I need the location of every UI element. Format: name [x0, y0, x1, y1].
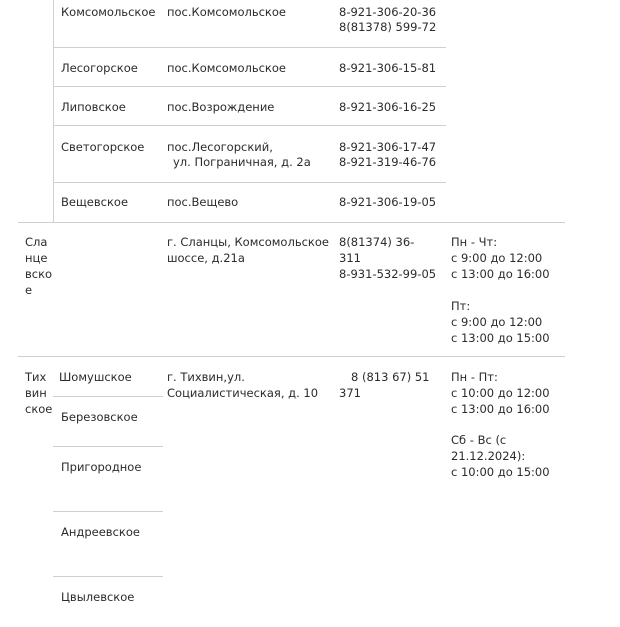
- address: пос.Вещево: [167, 195, 239, 209]
- working-hours: с 10:00 до 15:00: [451, 465, 550, 479]
- address: Социалистическая, д. 10: [167, 386, 319, 400]
- group-divider: [18, 222, 565, 223]
- working-hours: с 9:00 до 12:00: [451, 315, 543, 329]
- settlement-name: Пригородное: [61, 460, 142, 474]
- address: ул. Пограничная, д. 2а: [173, 155, 311, 169]
- phone: 8(81378) 599-72: [339, 20, 437, 34]
- address: г. Сланцы, Комсомольское: [167, 235, 329, 249]
- address: пос.Возрождение: [167, 100, 275, 114]
- working-hours: с 10:00 до 12:00: [451, 386, 550, 400]
- phone: 8-921-306-15-81: [339, 61, 437, 75]
- row-divider: [53, 576, 163, 577]
- district-name: е: [25, 283, 33, 297]
- address: шоссе, д.21а: [167, 251, 245, 265]
- row-divider: [53, 511, 163, 512]
- district-name: нце: [25, 251, 48, 265]
- district-name: вско: [25, 267, 53, 281]
- working-hours: с 13:00 до 16:00: [451, 402, 550, 416]
- phone: 8-921-306-17-47: [339, 140, 437, 154]
- phone: 8-921-319-46-76: [339, 155, 437, 169]
- working-hours: с 9:00 до 12:00: [451, 251, 543, 265]
- settlement-name: Березовское: [61, 410, 138, 424]
- column-divider: [53, 0, 54, 222]
- working-hours: Пт:: [451, 299, 471, 313]
- settlement-name: Цвылевское: [61, 590, 135, 604]
- row-divider: [53, 446, 163, 447]
- working-hours: 21.12.2024):: [451, 449, 526, 463]
- working-hours: Пн - Пт:: [451, 370, 498, 384]
- settlement-name: Комсомольское: [61, 5, 156, 19]
- row-divider: [53, 86, 446, 87]
- phone: 8-921-306-19-05: [339, 195, 437, 209]
- address: пос.Комсомольское: [167, 5, 286, 19]
- district-name: Сла: [25, 235, 48, 249]
- row-divider: [53, 125, 446, 126]
- phone: 8-921-306-20-36: [339, 5, 437, 19]
- settlement-name: Шомушское: [59, 370, 132, 384]
- address: пос.Комсомольское: [167, 61, 286, 75]
- address: г. Тихвин,ул.: [167, 370, 245, 384]
- phone: 371: [339, 386, 361, 400]
- district-name: ское: [25, 402, 53, 416]
- settlement-name: Липовское: [61, 100, 126, 114]
- working-hours: Сб - Вс (с: [451, 433, 507, 447]
- group-divider: [18, 356, 565, 357]
- settlement-name: Светогорское: [61, 140, 145, 154]
- district-name: вин: [25, 386, 47, 400]
- phone: 8 (813 67) 51: [351, 370, 430, 384]
- working-hours: с 13:00 до 15:00: [451, 331, 550, 345]
- working-hours: с 13:00 до 16:00: [451, 267, 550, 281]
- row-divider: [53, 182, 446, 183]
- row-divider: [53, 396, 163, 397]
- settlement-name: Лесогорское: [61, 61, 138, 75]
- settlement-name: Вещевское: [61, 195, 129, 209]
- working-hours: Пн - Чт:: [451, 235, 498, 249]
- address: пос.Лесогорский,: [167, 140, 273, 154]
- district-name: Тих: [25, 370, 47, 384]
- phone: 311: [339, 251, 361, 265]
- settlement-name: Андреевское: [61, 525, 140, 539]
- phone: 8-921-306-16-25: [339, 100, 437, 114]
- phone: 8(81374) 36-: [339, 235, 415, 249]
- row-divider: [53, 47, 446, 48]
- phone: 8-931-532-99-05: [339, 267, 437, 281]
